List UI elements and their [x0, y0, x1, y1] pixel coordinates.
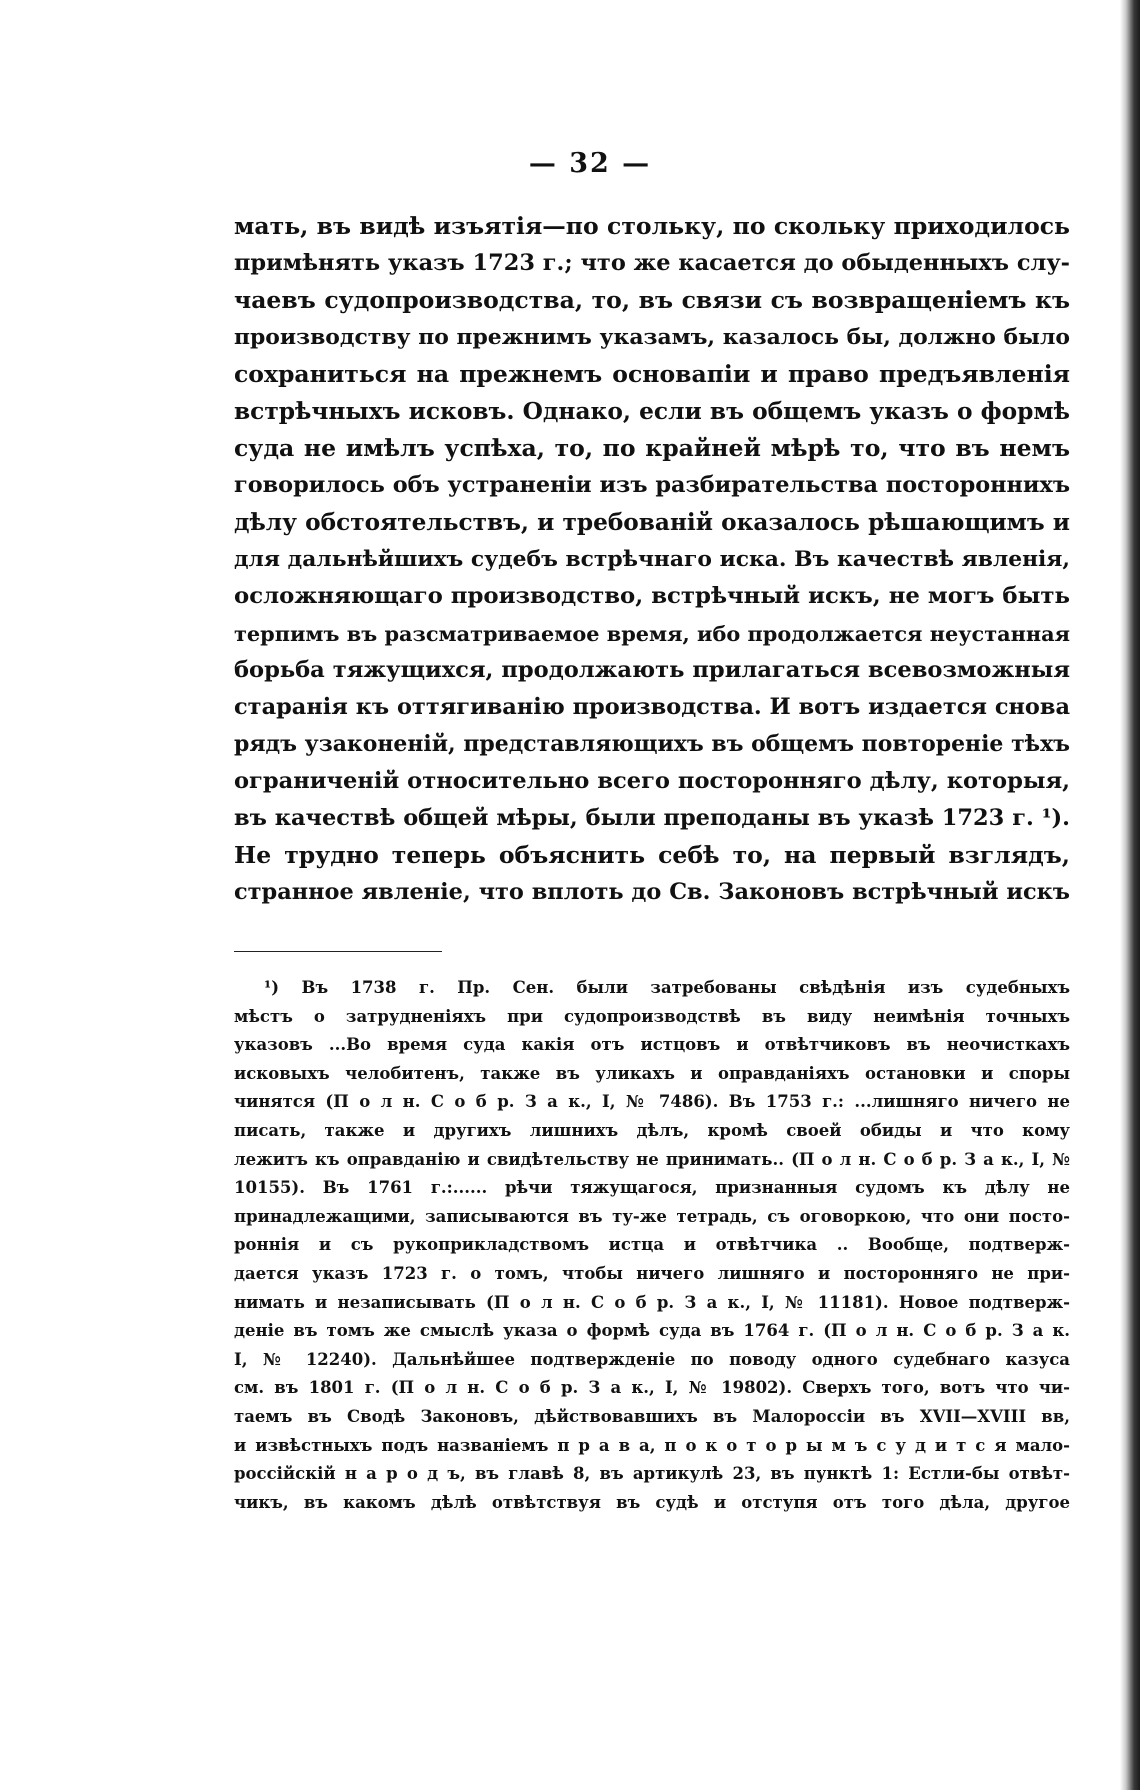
- footnote-line: чикъ, въ какомъ дѣлѣ отвѣтствуя въ судѣ и отступя отъ того дѣла, другое: [234, 1492, 1070, 1512]
- text-line: встрѣчныхъ исковъ. Однако, если въ общемъ указъ о формѣ: [234, 398, 1070, 425]
- page-binding-edge: [1120, 0, 1140, 1790]
- text-line: осложняющаго производство, встрѣчный искъ, не могъ быть: [234, 583, 1070, 609]
- footnote-line: ¹) Въ 1738 г. Пр. Сен. были затребованы свѣдѣнія изъ судебныхъ: [264, 978, 1070, 997]
- text-line: примѣнять указъ 1723 г.; что же касается до обыденныхъ слу-: [234, 250, 1070, 276]
- footnote-line: и извѣстныхъ подъ названіемъ п р а в а, п о к о т о р ы м ъ с у д и т с я мало-: [234, 1435, 1070, 1455]
- footnote-line: 10155). Въ 1761 г.:...... рѣчи тяжущагося, признанныя судомъ къ дѣлу не: [234, 1178, 1070, 1198]
- footnote-line: нимать и незаписывать (П о л н. С о б р. З а к., I, № 11181). Новое подтверж-: [234, 1292, 1070, 1312]
- text-line: дѣлу обстоятельствъ, и требованій оказалось рѣшающимъ и: [234, 509, 1070, 536]
- text-line: рядъ узаконеній, представляющихъ въ общемъ повтореніе тѣхъ: [234, 731, 1070, 757]
- footnote-line: мѣстъ о затрудненіяхъ при судопроизводствѣ въ виду неимѣнія точныхъ: [234, 1006, 1070, 1026]
- footnote-line: россійскій н а р о д ъ, въ главѣ 8, въ артикулѣ 23, въ пунктѣ 1: Естли-бы отвѣт-: [234, 1464, 1070, 1484]
- text-line: мать, въ видѣ изъятія—по стольку, по скольку приходилось: [234, 212, 1070, 240]
- footnote-line: см. въ 1801 г. (П о л н. С о б р. З а к., I, № 19802). Сверхъ того, вотъ что чи-: [234, 1378, 1070, 1398]
- footnote-line: указовъ ...Во время суда какія отъ истцовъ и отвѣтчиковъ въ неочисткахъ: [234, 1035, 1070, 1055]
- text-line: въ качествѣ общей мѣры, были преподаны въ указѣ 1723 г. ¹).: [234, 805, 1070, 831]
- text-line: производству по прежнимъ указамъ, казалось бы, должно было: [234, 324, 1070, 350]
- text-line: странное явленіе, что вплоть до Св. Законовъ встрѣчный искъ: [234, 879, 1070, 905]
- footnote-line: исковыхъ челобитенъ, также въ уликахъ и оправданіяхъ остановки и споры: [234, 1063, 1070, 1083]
- footnote-line: деніе въ томъ же смыслѣ указа о формѣ суда въ 1764 г. (П о л н. С о б р. З а к.: [234, 1321, 1070, 1341]
- footnote-block: [234, 974, 1070, 1517]
- text-line: борьба тяжущихся, продолжають прилагаться всевозможныя: [234, 657, 1070, 683]
- footnote-line: дается указъ 1723 г. о томъ, чтобы ничего лишняго и посторонняго не при-: [234, 1263, 1070, 1283]
- footnote-line: I, № 12240). Дальнѣйшее подтвержденіе по поводу одного судебнаго казуса: [234, 1349, 1070, 1369]
- footnote-separator: [234, 951, 442, 952]
- text-line: чаевъ судопроизводства, то, въ связи съ возвращеніемъ къ: [234, 286, 1070, 314]
- body-text: [234, 208, 1070, 911]
- text-line: Не трудно теперь объяснить себѣ то, на первый взглядъ,: [234, 841, 1070, 869]
- footnote-line: таемъ въ Сводѣ Законовъ, дѣйствовавшихъ въ Малороссіи въ XVII—XVIII вв,: [234, 1406, 1070, 1426]
- footnote-line: лежитъ къ оправданію и свидѣтельству не принимать.. (П о л н. С о б р. З а к., I, №: [234, 1149, 1070, 1169]
- text-line: ограниченій относительно всего посторонняго дѣлу, которыя,: [234, 768, 1070, 794]
- footnote-line: роннія и съ рукоприкладствомъ истца и отвѣтчика .. Вообще, подтверж-: [234, 1235, 1070, 1255]
- footnote-line: писать, также и другихъ лишнихъ дѣлъ, кромѣ своей обиды и что кому: [234, 1120, 1070, 1140]
- page-number: — 32 —: [528, 148, 652, 179]
- text-line: старанія къ оттягиванію производства. И вотъ издается снова: [234, 694, 1070, 720]
- text-line: говорилось объ устраненіи изъ разбирательства постороннихъ: [234, 472, 1070, 498]
- text-line: суда не имѣлъ успѣха, то, по крайней мѣрѣ то, что въ немъ: [234, 434, 1070, 462]
- footnote-line: принадлежащими, записываются въ ту-же тетрадь, съ оговоркою, что они посто-: [234, 1206, 1070, 1226]
- footnote-line: чинятся (П о л н. С о б р. З а к., I, № 7486). Въ 1753 г.: ...лишняго ничего не: [234, 1092, 1070, 1112]
- text-line: для дальнѣйшихъ судебъ встрѣчнаго иска. Въ качествѣ явленія,: [234, 547, 1070, 572]
- text-line: терпимъ въ разсматриваемое время, ибо продолжается неустанная: [234, 621, 1070, 646]
- text-line: сохраниться на прежнемъ основапіи и право предъявленія: [234, 360, 1070, 388]
